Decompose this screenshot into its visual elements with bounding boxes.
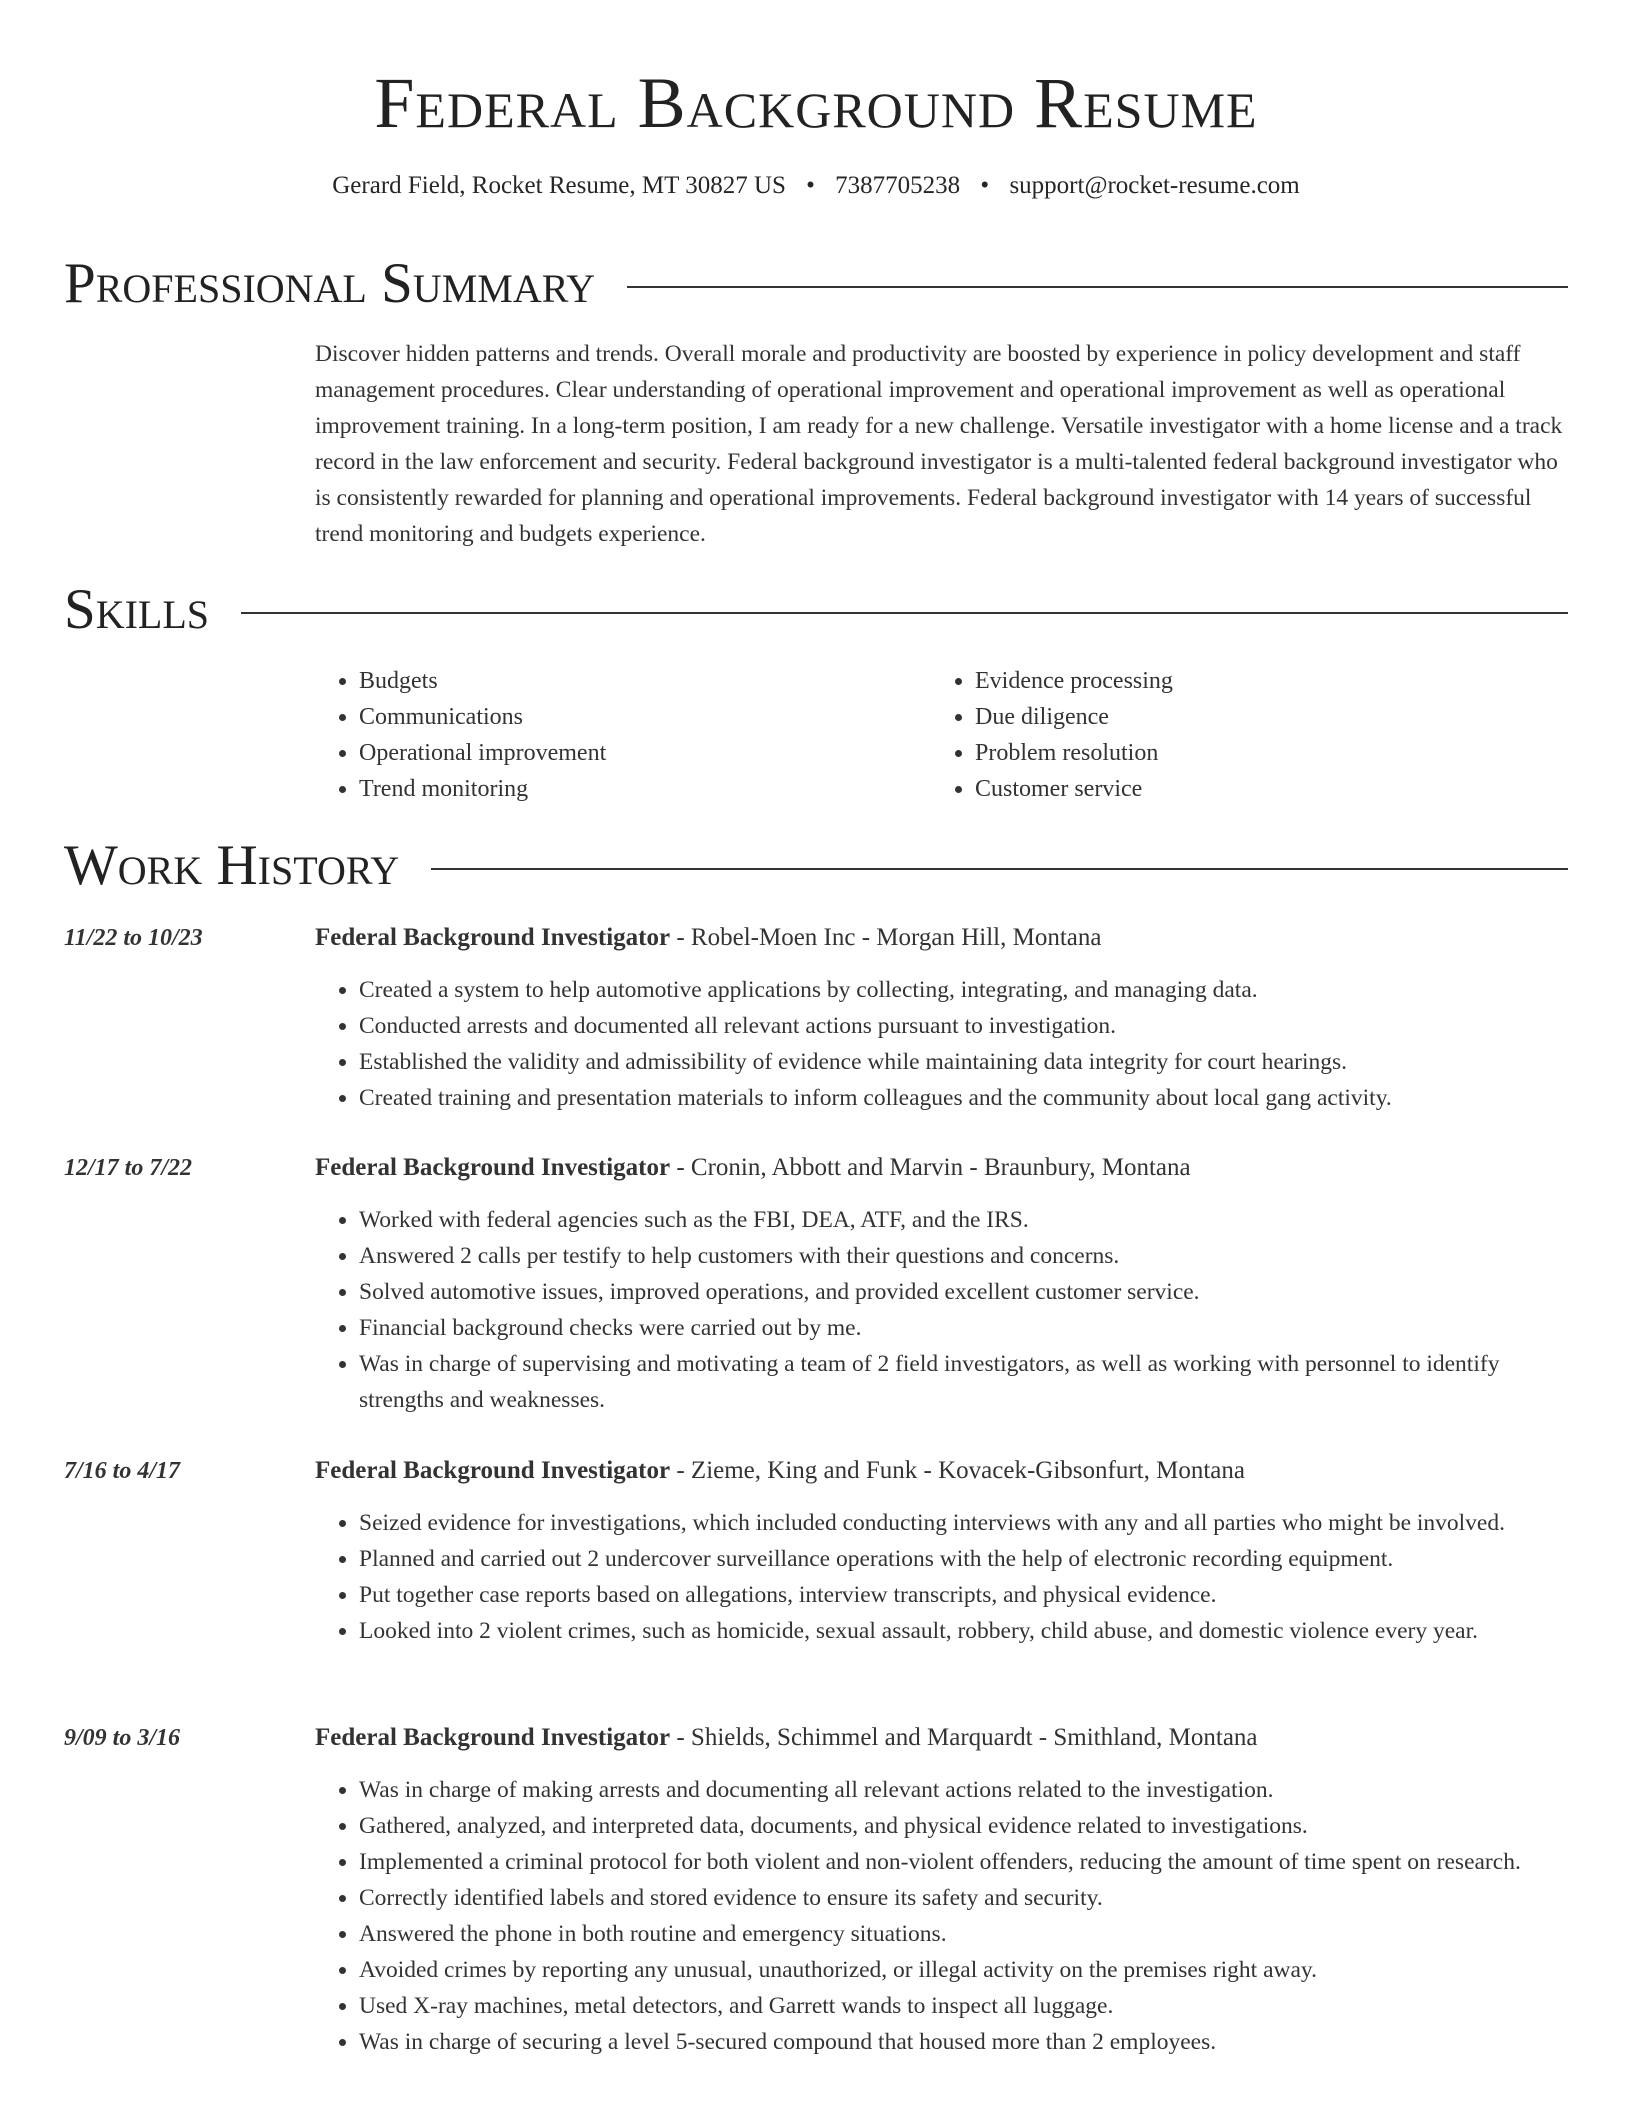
job-bullet: • Was in charge of securing a level 5-secured compound that housed more than 2 employees. — [359, 2024, 1568, 2060]
job-bullets — [315, 972, 1568, 1116]
job-bullet: • Financial background checks were carried out by me. — [359, 1310, 1568, 1346]
contact-address: Gerard Field, Rocket Resume, MT 30827 US — [332, 172, 786, 199]
job-details: - Robel-Moen Inc - Morgan Hill, Montana — [670, 924, 1102, 951]
job-bullet: • Gathered, analyzed, and interpreted data, documents, and physical evidence related to investigations. — [359, 1808, 1568, 1844]
skill-item: • Budgets — [359, 663, 931, 699]
summary-text: Discover hidden patterns and trends. Overall morale and productivity are boosted by experience in policy development and staff management procedures. Clear understanding of operational improvement and operational improvement as well as operational improvement training. In a long-term position, I am ready for a new challenge. Versatile investigator with a home license and a track record in the law enforcement and security. Federal background investigator is a multi-talented federal background investigator who is consistently rewarded for planning and operational improvements. Federal background investigator with 14 years of successful trend monitoring and budgets experience. — [315, 341, 1563, 547]
job-title-line — [315, 920, 1568, 956]
job-bullets — [315, 1505, 1568, 1649]
job-title: Federal Background Investigator — [315, 924, 671, 951]
job-bullet: • Looked into 2 violent crimes, such as homicide, sexual assault, robbery, child abuse, and domestic violence every year. — [359, 1613, 1568, 1649]
job-date: 11/22 to 10/23 — [64, 925, 203, 951]
job-bullet: • Correctly identified labels and stored evidence to ensure its safety and security. — [359, 1880, 1568, 1916]
skill-item: • Problem resolution — [975, 735, 1547, 771]
job-bullet: • Seized evidence for investigations, which included conducting interviews with any and all parties who might be involved. — [359, 1505, 1568, 1541]
job-bullet: • Solved automotive issues, improved operations, and provided excellent customer service. — [359, 1274, 1568, 1310]
job-bullets — [315, 1772, 1568, 2060]
job-title-line — [315, 1720, 1568, 1756]
section-divider — [431, 868, 1568, 870]
job-bullet: • Planned and carried out 2 undercover surveillance operations with the help of electronic recording equipment. — [359, 1541, 1568, 1577]
job-bullet: • Conducted arrests and documented all relevant actions pursuant to investigation. — [359, 1008, 1568, 1044]
job-title: Federal Background Investigator — [315, 1457, 671, 1484]
resume-name: Federal Background Resume — [374, 63, 1258, 143]
contact-phone: 7387705238 — [835, 172, 961, 199]
job-bullet: • Worked with federal agencies such as the FBI, DEA, ATF, and the IRS. — [359, 1202, 1568, 1238]
job-bullet: • Created training and presentation materials to inform colleagues and the community about local gang activity. — [359, 1080, 1568, 1116]
skills-heading: Skills — [64, 578, 210, 641]
skills-list — [315, 663, 1568, 807]
skills-section-header — [64, 578, 1568, 642]
job-date: 12/17 to 7/22 — [64, 1155, 193, 1181]
skill-item: • Operational improvement — [359, 735, 931, 771]
contact-separator: • — [806, 172, 815, 199]
summary-heading: Professional Summary — [64, 252, 596, 315]
job-bullets — [315, 1202, 1568, 1418]
work-heading: Work History — [64, 834, 400, 897]
job-bullet: • Was in charge of supervising and motivating a team of 2 field investigators, as well as working with personnel to identify strengths and weaknesses. — [359, 1346, 1568, 1418]
section-divider — [627, 286, 1568, 288]
skill-item: • Customer service — [975, 771, 1547, 807]
contact-email: support@rocket-resume.com — [1009, 172, 1300, 199]
job-details: - Zieme, King and Funk - Kovacek-Gibsonfurt, Montana — [670, 1457, 1245, 1484]
summary-section-header — [64, 252, 1568, 316]
job-title: Federal Background Investigator — [315, 1154, 671, 1181]
skill-item: • Evidence processing — [975, 663, 1547, 699]
job-bullet: • Put together case reports based on allegations, interview transcripts, and physical evidence. — [359, 1577, 1568, 1613]
job-bullet: • Avoided crimes by reporting any unusual, unauthorized, or illegal activity on the premises right away. — [359, 1952, 1568, 1988]
job-bullet: • Was in charge of making arrests and documenting all relevant actions related to the investigation. — [359, 1772, 1568, 1808]
job-bullet: • Answered 2 calls per testify to help customers with their questions and concerns. — [359, 1238, 1568, 1274]
skill-item: • Due diligence — [975, 699, 1547, 735]
resume-page — [64, 0, 1568, 2055]
contact-line — [64, 170, 1568, 202]
job-title: Federal Background Investigator — [315, 1724, 671, 1751]
job-details: - Shields, Schimmel and Marquardt - Smithland, Montana — [670, 1724, 1258, 1751]
job-details: - Cronin, Abbott and Marvin - Braunbury, Montana — [670, 1154, 1191, 1181]
job-date: 7/16 to 4/17 — [64, 1458, 181, 1484]
work-section-header — [64, 834, 1568, 898]
job-bullet: • Established the validity and admissibility of evidence while maintaining data integrity for court hearings. — [359, 1044, 1568, 1080]
skills-column-left — [315, 663, 931, 807]
job-date: 9/09 to 3/16 — [64, 1725, 181, 1751]
section-divider — [241, 612, 1568, 614]
job-bullet: • Implemented a criminal protocol for both violent and non-violent offenders, reducing the amount of time spent on research. — [359, 1844, 1568, 1880]
job-bullet: • Created a system to help automotive applications by collecting, integrating, and managing data. — [359, 972, 1568, 1008]
contact-separator: • — [980, 172, 990, 199]
job-bullet: • Answered the phone in both routine and emergency situations. — [359, 1916, 1568, 1952]
skills-column-right — [931, 663, 1547, 807]
job-bullet: • Used X-ray machines, metal detectors, and Garrett wands to inspect all luggage. — [359, 1988, 1568, 2024]
skill-item: • Communications — [359, 699, 931, 735]
job-title-line — [315, 1453, 1568, 1489]
job-title-line — [315, 1150, 1568, 1186]
skill-item: • Trend monitoring — [359, 771, 931, 807]
